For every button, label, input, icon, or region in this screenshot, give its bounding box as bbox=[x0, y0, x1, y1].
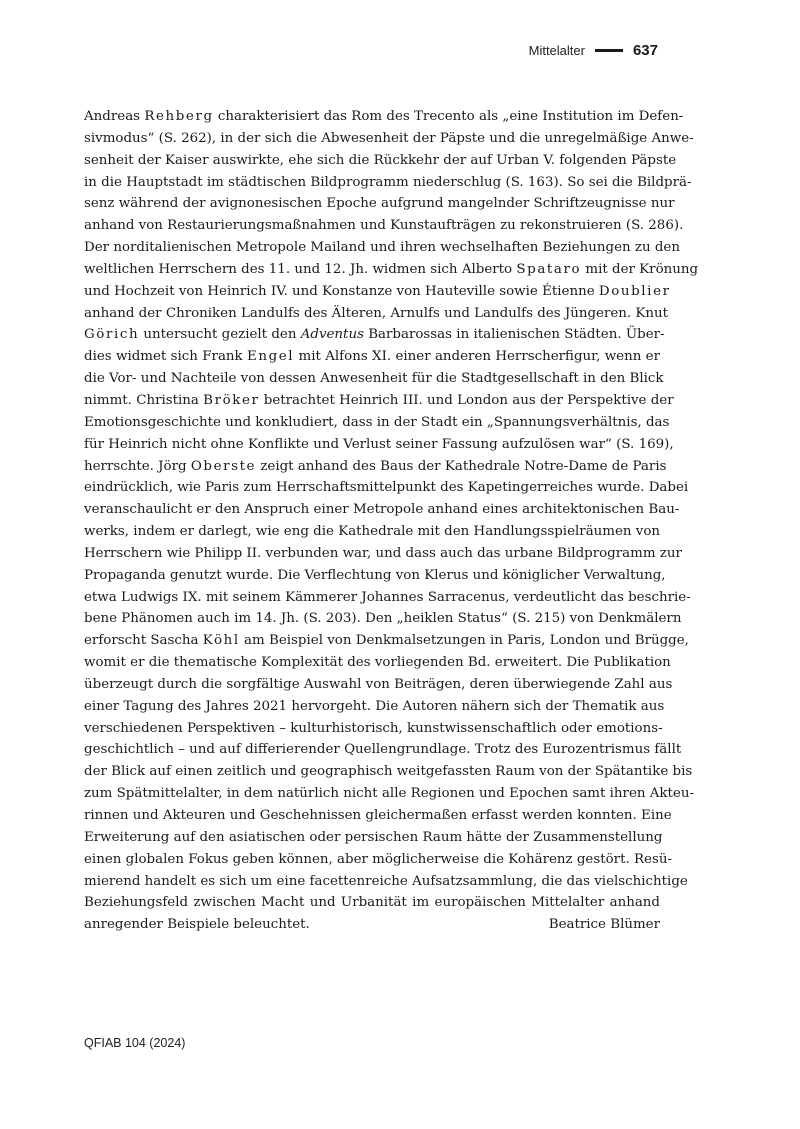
text-segment: einer Tagung des Jahres 2021 hervorgeht. Die Autoren nähern sich der Thematik aus bbox=[84, 698, 665, 714]
text-line bbox=[84, 674, 673, 696]
text-segment: in die Hauptstadt im städtischen Bildprogramm niederschlug (S. 163). So sei die Bildprä- bbox=[84, 174, 692, 190]
author-name: Doublier bbox=[598, 283, 671, 299]
text-segment: erforscht Sascha bbox=[84, 633, 203, 649]
text-line bbox=[84, 434, 674, 456]
header-rule bbox=[595, 49, 623, 52]
text-line bbox=[84, 587, 691, 609]
text-line bbox=[84, 324, 665, 346]
text-segment: werks, indem er darlegt, wie eng die Kathedrale mit den Handlungsspielräumen von bbox=[84, 524, 661, 540]
text-line bbox=[84, 368, 664, 390]
text-line bbox=[84, 499, 680, 521]
text-segment: Propaganda genutzt wurde. Die Verflechtung von Klerus und königlicher Verwaltung, bbox=[84, 567, 666, 583]
text-line bbox=[84, 914, 660, 936]
text-segment: überzeugt durch die sorgfältige Auswahl von Beiträgen, deren überwiegende Zahl aus bbox=[84, 676, 673, 692]
text-segment: veranschaulicht er den Anspruch einer Metropole anhand eines architektonischen Bau- bbox=[84, 502, 680, 518]
text-segment: einen globalen Fokus geben können, aber möglicherweise die Kohärenz gestört. Resü- bbox=[84, 851, 672, 867]
text-segment: Andreas bbox=[84, 109, 145, 124]
text-segment: für Heinrich nicht ohne Konflikte und Verlust seiner Fassung aufzulösen war“ (S. 169), bbox=[84, 436, 674, 452]
text-segment: herrschte. Jörg bbox=[84, 458, 191, 474]
text-segment: betrachtet Heinrich III. und London aus der Perspektive der bbox=[259, 392, 674, 408]
author-name: Spataro bbox=[516, 261, 582, 277]
text-segment: anhand der Chroniken Landulfs des Älteren, Arnulfs und Landulfs des Jüngeren. Knut bbox=[84, 305, 669, 321]
text-line bbox=[84, 849, 672, 871]
text-segment: nimmt. Christina bbox=[84, 392, 204, 408]
text-line bbox=[84, 172, 692, 194]
text-segment: sivmodus“ (S. 262), in der sich die Abwesenheit der Päpste und die unregelmäßige Anwe- bbox=[84, 130, 694, 146]
text-segment: anregender Beispiele beleuchtet. bbox=[84, 917, 310, 933]
review-text bbox=[84, 106, 699, 936]
text-segment: charakterisiert das Rom des Trecento als „eine Institution im Defen- bbox=[213, 109, 684, 124]
text-segment: untersucht gezielt den bbox=[139, 327, 301, 343]
text-segment: geschichtlich – und auf differierender Quellengrundlage. Trotz des Eurozentrismus fällt bbox=[84, 742, 682, 758]
text-segment: und Hochzeit von Heinrich IV. und Konstanze von Hauteville sowie Étienne bbox=[84, 283, 599, 299]
text-segment: verschiedenen Perspektiven – kulturhistorisch, kunstwissenschaftlich oder emotions- bbox=[84, 720, 663, 736]
text-segment: die Vor- und Nachteile von dessen Anwesenheit für die Stadtgesellschaft in den Blick bbox=[84, 371, 664, 387]
text-line bbox=[84, 783, 694, 805]
text-segment: senz während der avignonesischen Epoche aufgrund mangelnder Schriftzeugnisse nur bbox=[84, 196, 675, 212]
reviewer-signature: Beatrice Blümer bbox=[548, 917, 660, 933]
text-line bbox=[84, 412, 670, 434]
text-line bbox=[84, 128, 694, 150]
text-line bbox=[84, 805, 672, 827]
text-line bbox=[84, 281, 671, 303]
text-line bbox=[84, 608, 682, 630]
text-line bbox=[84, 630, 689, 652]
text-segment: mierend handelt es sich um eine facettenreiche Aufsatzsammlung, die das vielschichtige bbox=[84, 873, 688, 889]
text-line bbox=[84, 193, 675, 215]
text-segment: Herrschern wie Philipp II. verbunden war, und dass auch das urbane Bildprogramm zur bbox=[84, 545, 682, 561]
text-line bbox=[84, 215, 684, 237]
text-line bbox=[84, 150, 677, 172]
text-segment: Beziehungsfeld zwischen Macht und Urbanität im europäischen Mittelalter anhand bbox=[84, 895, 660, 911]
text-line bbox=[84, 761, 693, 783]
text-line bbox=[84, 543, 682, 565]
text-segment: etwa Ludwigs IX. mit seinem Kämmerer Johannes Sarracenus, verdeutlicht das beschrie- bbox=[84, 589, 691, 605]
text-segment: rinnen und Akteuren und Geschehnissen gleichermaßen erfasst werden konnten. Eine bbox=[84, 808, 672, 823]
running-title: Mittelalter bbox=[528, 43, 585, 58]
text-line bbox=[84, 739, 682, 761]
text-segment: womit er die thematische Komplexität des vorliegenden Bd. erweitert. Die Publikation bbox=[84, 655, 671, 671]
text-line bbox=[84, 237, 680, 259]
text-line bbox=[84, 456, 667, 478]
text-segment: mit der Krönung bbox=[581, 261, 699, 277]
text-segment: bene Phänomen auch im 14. Jh. (S. 203). Den „heiklen Status“ (S. 215) von Denkmälern bbox=[84, 611, 682, 627]
running-header bbox=[529, 42, 658, 59]
text-segment: Erweiterung auf den asiatischen oder persischen Raum hätte der Zusammenstellung bbox=[84, 829, 663, 845]
text-segment: Der norditalienischen Metropole Mailand und ihren wechselhaften Beziehungen zu den bbox=[84, 240, 680, 256]
text-line bbox=[84, 346, 660, 368]
text-line bbox=[84, 892, 660, 914]
text-line bbox=[84, 871, 688, 893]
text-segment: dies widmet sich Frank bbox=[84, 349, 248, 365]
text-segment: weltlichen Herrschern des 11. und 12. Jh. widmen sich Alberto bbox=[84, 261, 517, 277]
text-segment: Emotionsgeschichte und konkludiert, dass in der Stadt ein „Spannungsverhältnis, das bbox=[84, 414, 670, 430]
text-segment: zeigt anhand des Baus der Kathedrale Notre-Dame de Paris bbox=[256, 458, 667, 474]
text-segment: eindrücklich, wie Paris zum Herrschaftsmittelpunkt des Kapetingerreiches wurde. Dabei bbox=[84, 480, 689, 496]
text-line bbox=[84, 477, 689, 499]
text-segment: der Blick auf einen zeitlich und geographisch weitgefassten Raum von der Spätantike bis bbox=[84, 764, 693, 780]
text-line bbox=[84, 259, 699, 281]
text-line bbox=[84, 827, 663, 849]
author-name: Köhl bbox=[202, 633, 240, 649]
text-line bbox=[84, 718, 663, 740]
author-name: Rehberg bbox=[144, 109, 214, 124]
journal-footer: QFIAB 104 (2024) bbox=[84, 1036, 186, 1050]
text-line bbox=[84, 106, 684, 128]
text-line bbox=[84, 565, 666, 587]
text-line bbox=[84, 696, 665, 718]
text-segment: mit Alfons XI. einer anderen Herrscherfigur, wenn er bbox=[294, 349, 660, 365]
author-name: Engel bbox=[247, 349, 295, 365]
page-number: 637 bbox=[632, 42, 658, 59]
text-line bbox=[84, 303, 669, 325]
text-segment: anhand von Restaurierungsmaßnahmen und Kunstaufträgen zu rekonstruieren (S. 286). bbox=[84, 218, 684, 234]
author-name: Görich bbox=[84, 327, 140, 343]
text-line bbox=[84, 390, 674, 412]
text-line bbox=[84, 652, 671, 674]
text-segment: am Beispiel von Denkmalsetzungen in Paris, London und Brügge, bbox=[239, 633, 689, 649]
author-name: Oberste bbox=[190, 458, 257, 474]
text-segment: senheit der Kaiser auswirkte, ehe sich die Rückkehr der auf Urban V. folgenden Päpste bbox=[84, 152, 677, 168]
author-name: Bröker bbox=[203, 392, 260, 408]
italic-term: Adventus bbox=[300, 327, 364, 343]
text-line bbox=[84, 521, 660, 543]
text-segment: zum Spätmittelalter, in dem natürlich nicht alle Regionen und Epochen samt ihren Akteu- bbox=[84, 786, 694, 802]
text-segment: Barbarossas in italienischen Städten. Über- bbox=[363, 327, 665, 343]
